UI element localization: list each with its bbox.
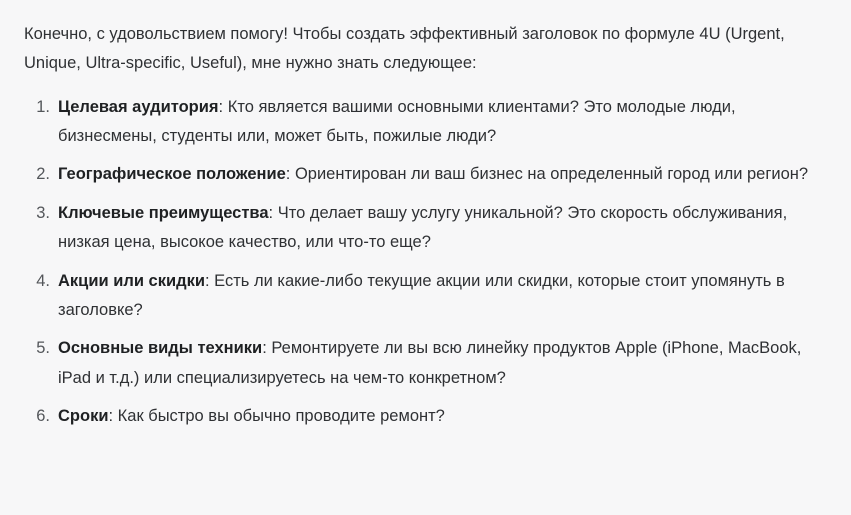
list-item-term: Целевая аудитория <box>58 97 219 116</box>
list-item <box>24 402 827 431</box>
list-item-term: Акции или скидки <box>58 271 205 290</box>
list-item-term: Основные виды техники <box>58 339 263 358</box>
list-item-text: : Ремонтируете ли вы всю линейку продуктов Apple (iPhone, MacBook, iPad и т.д.) или специализируетесь на чем-то конкретном? <box>58 339 802 387</box>
list-item-number: 2. <box>36 165 50 184</box>
list-item-text: : Есть ли какие-либо текущие акции или скидки, которые стоит упомянуть в заголовке? <box>58 271 785 319</box>
list-item-text: : Ориентирован ли ваш бизнес на определенный город или регион? <box>285 165 809 184</box>
list-item-text: : Как быстро вы обычно проводите ремонт? <box>108 406 445 425</box>
list-item <box>24 160 827 189</box>
list-item <box>24 334 827 393</box>
list-item-text: : Кто является вашими основными клиентами? Это молодые люди, бизнесмены, студенты или, может быть, пожилые люди? <box>58 97 736 146</box>
intro-paragraph: Конечно, с удовольствием помогу! Чтобы создать эффективный заголовок по формуле 4U (Urgent, Unique, Ultra-specific, Useful), мне нужно знать следующее: <box>24 25 785 73</box>
list-item <box>24 199 827 258</box>
list-item-text: : Что делает вашу услугу уникальной? Это скорость обслуживания, низкая цена, высокое качество, или что-то еще? <box>58 203 788 252</box>
list-item <box>24 267 827 326</box>
list-item-number: 4. <box>36 271 50 290</box>
list-item-term: Сроки <box>58 406 109 425</box>
list-item-number: 3. <box>36 203 50 222</box>
list-item-number: 5. <box>36 339 50 358</box>
list-item-number: 6. <box>36 406 50 425</box>
list-item-term: Географическое положение <box>58 165 286 184</box>
requirements-list <box>24 93 827 432</box>
list-item-number: 1. <box>36 97 50 116</box>
list-item <box>24 93 827 152</box>
list-item-term: Ключевые преимущества <box>58 203 269 222</box>
